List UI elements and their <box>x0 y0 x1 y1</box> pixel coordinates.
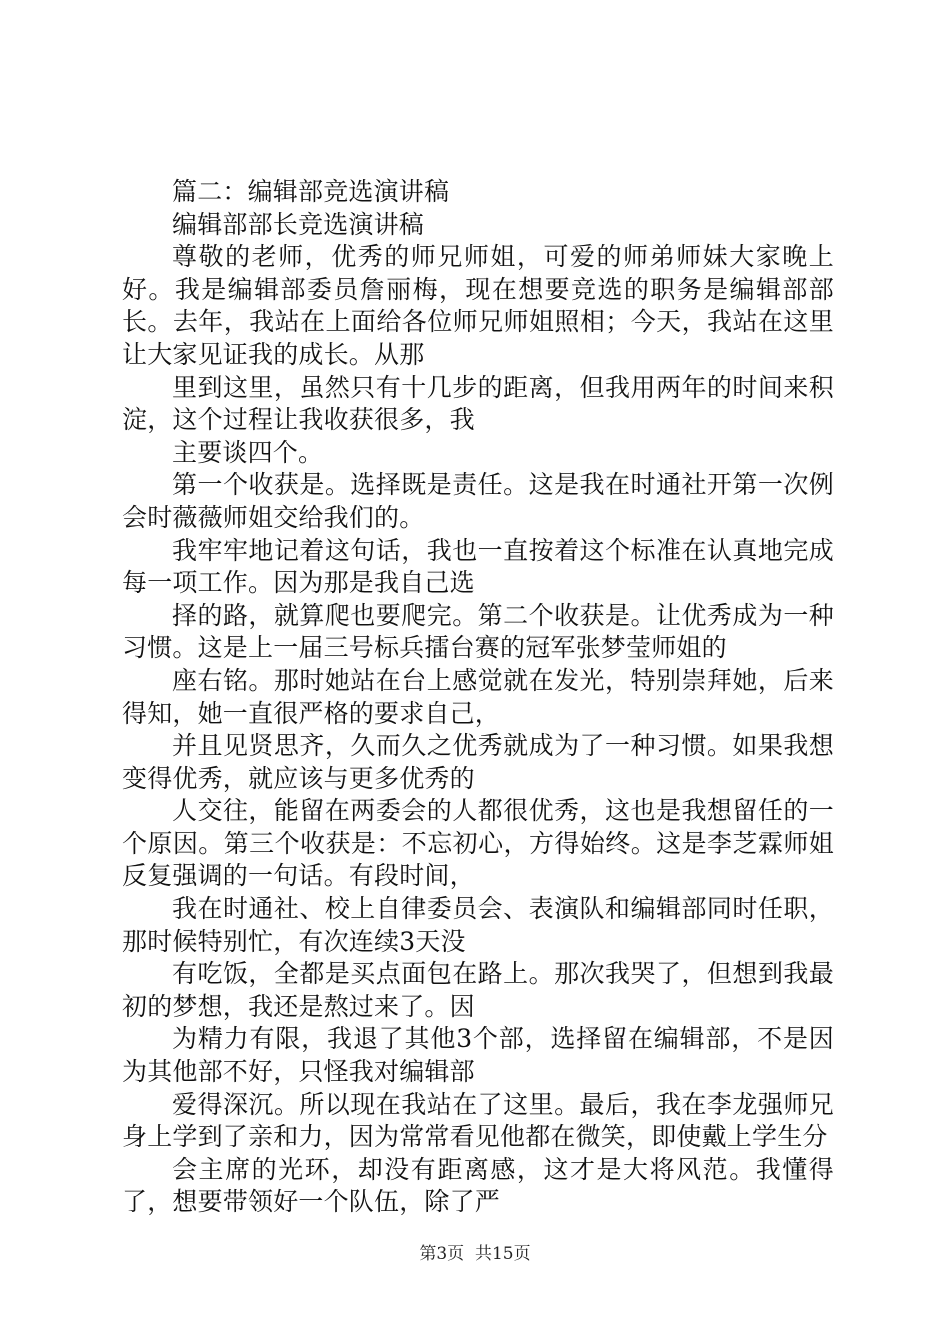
paragraph: 我在时通社、校上自律委员会、表演队和编辑部同时任职，那时候特别忙，有次连续3天没 <box>122 894 834 956</box>
page-number: 第3页 共15页 <box>419 1244 531 1264</box>
paragraph: 爱得深沉。所以现在我站在了这里。最后，我在李龙强师兄身上学到了亲和力，因为常常看见他都在微笑，即使戴上学生分 <box>122 1089 834 1152</box>
paragraph: 尊敬的老师，优秀的师兄师姐，可爱的师弟师妹大家晚上好。我是编辑部委员詹丽梅，现在想要竞选的职务是编辑部部长。去年，我站在上面给各位师兄师姐照相；今天，我站在这里让大家见证我的成长。从那 <box>122 242 834 369</box>
paragraph: 择的路，就算爬也要爬完。第二个收获是。让优秀成为一种习惯。这是上一届三号标兵擂台赛的冠军张梦莹师姐的 <box>122 600 834 663</box>
paragraph: 为精力有限，我退了其他3个部，选择留在编辑部，不是因为其他部不好，只怪我对编辑部 <box>122 1024 834 1087</box>
page-footer <box>0 1244 950 1264</box>
paragraph: 我牢牢地记着这句话，我也一直按着这个标准在认真地完成每一项工作。因为那是我自己选 <box>122 535 834 598</box>
paragraph: 人交往，能留在两委会的人都很优秀，这也是我想留任的一个原因。第三个收获是：不忘初心，方得始终。这是李芝霖师姐反复强调的一句话。有段时间， <box>122 796 834 891</box>
paragraph: 会主席的光环，却没有距离感，这才是大将风范。我懂得了，想要带领好一个队伍，除了严 <box>122 1154 834 1217</box>
paragraph: 第一个收获是。选择既是责任。这是我在时通社开第一次例会时薇薇师姐交给我们的。 <box>122 470 834 532</box>
paragraph: 有吃饭，全都是买点面包在路上。那次我哭了，但想到我最初的梦想，我还是熬过来了。因 <box>122 959 834 1021</box>
paragraph: 并且见贤思齐，久而久之优秀就成为了一种习惯。如果我想变得优秀，就应该与更多优秀的 <box>122 731 834 793</box>
speech-title: 编辑部部长竞选演讲稿 <box>172 209 425 239</box>
paragraph: 座右铭。那时她站在台上感觉就在发光，特别崇拜她，后来得知，她一直很严格的要求自己， <box>122 665 834 728</box>
section-heading: 篇二：编辑部竞选演讲稿 <box>172 177 450 206</box>
paragraph: 主要谈四个。 <box>172 437 324 467</box>
paragraph: 里到这里，虽然只有十几步的距离，但我用两年的时间来积淀，这个过程让我收获很多，我 <box>122 372 834 435</box>
document-body <box>122 176 834 1219</box>
